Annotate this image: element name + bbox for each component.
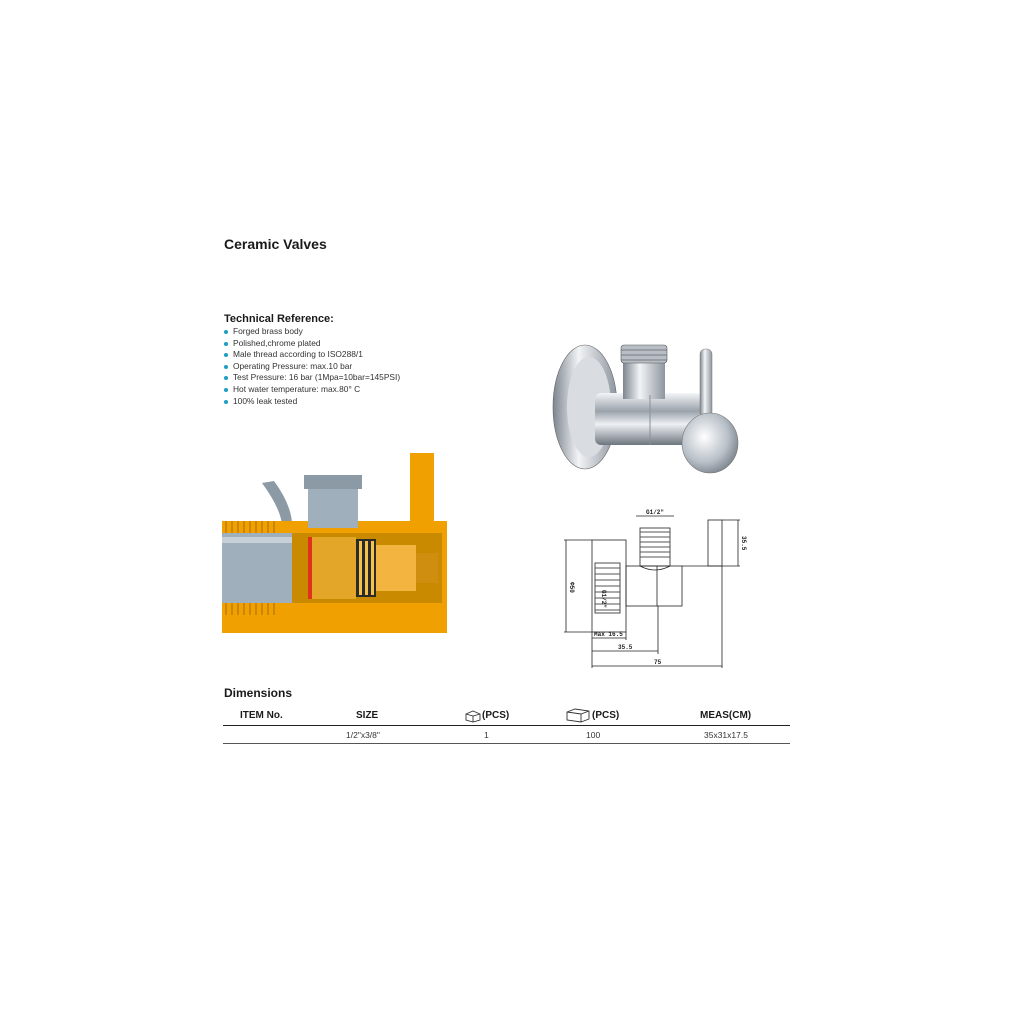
dim-mid: 35.5 (618, 644, 633, 651)
cell-meas: 35x31x17.5 (704, 730, 748, 740)
table-bottom-rule (223, 743, 790, 744)
dim-side-thread: G1/2" (600, 590, 607, 609)
outer-carton-icon (566, 708, 590, 722)
cell-size: 1/2"x3/8" (346, 730, 380, 740)
dimensions-heading: Dimensions (224, 686, 293, 700)
list-item: Test Pressure: 16 bar (1Mpa=10bar=145PSI) (224, 372, 400, 384)
bullet-icon (224, 330, 228, 334)
technical-reference-heading: Technical Reference: (224, 313, 334, 325)
page-title: Ceramic Valves (224, 236, 327, 252)
list-item: Operating Pressure: max.10 bar (224, 361, 400, 373)
cell-outer-pcs: 100 (586, 730, 601, 740)
dim-top-thread: G1/2" (646, 509, 665, 516)
dim-max: Max 16.5 (594, 631, 623, 638)
cell-inner-pcs: 1 (484, 730, 489, 740)
bullet-icon (224, 388, 228, 392)
list-item: Forged brass body (224, 326, 400, 338)
valve-dimension-drawing (560, 508, 760, 673)
dim-total: 75 (654, 659, 662, 666)
bullet-icon (224, 400, 228, 404)
header-size: SIZE (356, 710, 379, 721)
valve-product-photo (545, 335, 745, 480)
table-header-rule (223, 725, 790, 726)
list-item: Hot water temperature: max.80° C (224, 384, 400, 396)
list-item: Polished,chrome plated (224, 338, 400, 350)
valve-cutaway-diagram (222, 453, 452, 633)
bullet-icon (224, 353, 228, 357)
bullet-icon (224, 376, 228, 380)
header-item-no: ITEM No. (240, 710, 283, 721)
header-outer-pcs: (PCS) (592, 710, 620, 721)
inner-box-icon (464, 710, 482, 722)
bullet-icon (224, 365, 228, 369)
dim-diameter: Φ50 (568, 582, 575, 593)
technical-reference-list (224, 326, 400, 407)
list-item: 100% leak tested (224, 396, 400, 408)
bullet-icon (224, 342, 228, 346)
header-inner-pcs: (PCS) (482, 710, 510, 721)
list-item: Male thread according to ISO288/1 (224, 349, 400, 361)
dim-height: 35.5 (740, 536, 747, 551)
header-meas: MEAS(CM) (700, 710, 752, 721)
